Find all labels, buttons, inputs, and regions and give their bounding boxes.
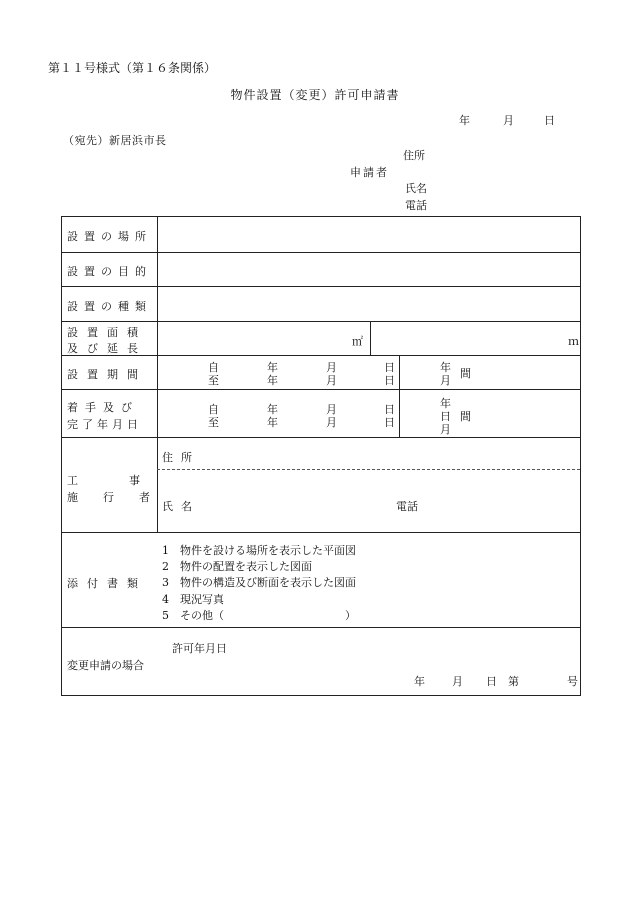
area-unit: ㎡ [352, 335, 363, 348]
period-duration-month: 月 [440, 374, 451, 387]
start-from-month: 月 [326, 403, 337, 416]
start-end-duration-day: 日 [440, 410, 451, 423]
location-field[interactable] [162, 219, 577, 251]
attachment-item-5: 5 その他（ ） [162, 609, 356, 622]
permit-number-field[interactable] [528, 668, 564, 688]
applicant-name-label: 氏名 [405, 182, 427, 195]
period-from: 自 [208, 361, 219, 374]
permit-date-label: 許可年月日 [172, 642, 227, 655]
period-label: 設置期間 [67, 368, 147, 381]
form-number: 第１１号様式（第１６条関係） [48, 61, 217, 75]
location-label: 設置の場所 [67, 230, 152, 243]
start-end-duration-month: 月 [440, 423, 451, 436]
contractor-address-field[interactable] [207, 443, 577, 467]
type-field[interactable] [162, 288, 577, 320]
date-month: 月 [503, 114, 514, 127]
permit-year: 年 [414, 675, 425, 688]
form-title: 物件設置（変更）許可申請書 [230, 88, 400, 102]
start-end-duration-year: 年 [440, 397, 451, 410]
attachment-item-3: 3 物件の構造及び断面を表示した図面 [162, 576, 356, 589]
period-from-day: 日 [384, 361, 395, 374]
start-end-label-2: 完了年月日 [67, 418, 142, 431]
attachment-item-1: 1 物件を設ける場所を表示した平面図 [162, 544, 356, 557]
area-label-1: 設置面積 [67, 326, 147, 339]
contractor-name-label: 氏名 [162, 500, 200, 513]
attachments-label: 添付書類 [67, 577, 147, 590]
contractor-name-field[interactable] [207, 492, 387, 516]
end-to: 至 [208, 416, 219, 429]
change-application-label: 変更申請の場合 [67, 659, 144, 672]
period-to-year: 年 [267, 374, 278, 387]
date-day: 日 [544, 114, 555, 127]
contractor-label-2: 施行者 [67, 491, 175, 504]
addressee: （宛先）新居浜市長 [63, 134, 167, 147]
contractor-label-1: 工事 [67, 474, 191, 487]
purpose-field[interactable] [162, 254, 577, 285]
period-from-month: 月 [326, 361, 337, 374]
permit-number-suffix: 号 [567, 675, 578, 688]
attachment-item-4: 4 現況写真 [162, 593, 224, 606]
permit-month: 月 [452, 675, 463, 688]
permit-number-prefix: 第 [508, 675, 519, 688]
period-to-day: 日 [384, 374, 395, 387]
length-field[interactable] [374, 323, 574, 354]
applicant-address-label: 住所 [403, 149, 425, 162]
end-to-year: 年 [267, 416, 278, 429]
application-table [61, 216, 581, 696]
purpose-label: 設置の目的 [67, 265, 152, 278]
area-field[interactable] [162, 323, 367, 354]
period-duration-suffix: 間 [460, 367, 471, 380]
period-duration-year: 年 [440, 361, 451, 374]
contractor-phone-field[interactable] [424, 492, 574, 516]
start-from: 自 [208, 403, 219, 416]
period-to-month: 月 [326, 374, 337, 387]
applicant-phone-label: 電話 [405, 199, 427, 212]
date-year: 年 [459, 114, 470, 127]
type-label: 設置の種類 [67, 300, 152, 313]
period-from-year: 年 [267, 361, 278, 374]
start-end-duration-suffix: 間 [460, 410, 471, 423]
start-from-year: 年 [267, 403, 278, 416]
attachment-item-2: 2 物件の配置を表示した図面 [162, 560, 312, 573]
end-to-month: 月 [326, 416, 337, 429]
start-from-day: 日 [384, 403, 395, 416]
contractor-address-label: 住所 [162, 451, 200, 464]
period-to: 至 [208, 374, 219, 387]
permit-day: 日 [486, 675, 497, 688]
applicant-label: 申請者 [350, 166, 389, 179]
start-end-label-1: 着手及び [67, 401, 139, 414]
length-unit: ｍ [568, 335, 579, 348]
contractor-phone-label: 電話 [396, 500, 418, 513]
area-label-2: 及び延長 [67, 342, 147, 355]
end-to-day: 日 [384, 416, 395, 429]
